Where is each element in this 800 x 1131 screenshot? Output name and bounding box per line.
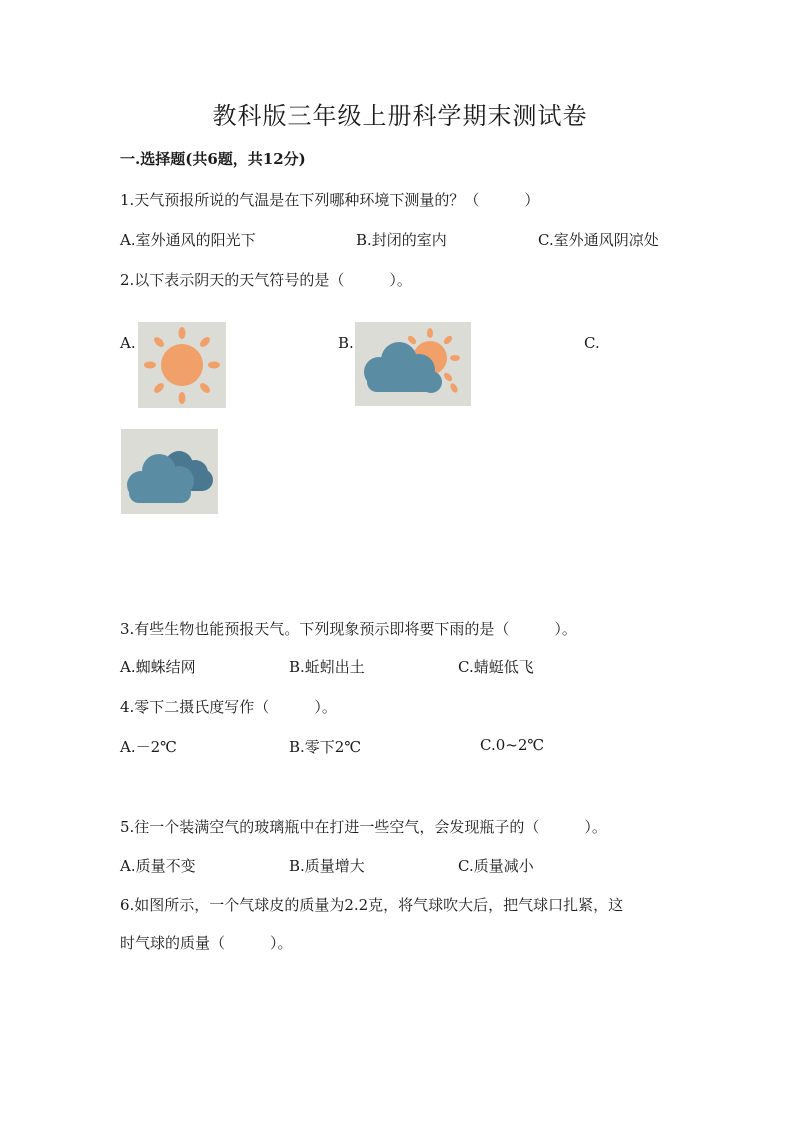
question-2-text: 2.以下表示阴天的天气符号的是（ ）。 [120,271,412,289]
cloud-over-sun-icon [355,322,471,406]
question-4-option-a[interactable]: A.－2℃ [120,738,177,756]
question-3-option-a[interactable]: A.蜘蛛结网 [120,658,196,676]
question-4-text: 4.零下二摄氏度写作（ ）。 [120,698,337,716]
question-5-text: 5.往一个装满空气的玻璃瓶中在打进一些空气，会发现瓶子的（ ）。 [120,818,607,836]
question-4-option-c[interactable]: C.0~2℃ [480,736,545,754]
question-5-option-c[interactable]: C.质量减小 [458,857,534,875]
section-heading: 一.选择题(共6题，共12分) [120,150,306,168]
question-1-option-c[interactable]: C.室外通风阴凉处 [538,231,659,249]
question-6-text-line-1: 6.如图所示，一个气球皮的质量为2.2克，将气球吹大后，把气球口扎紧，这 [120,896,624,914]
question-6-text-line-2: 时气球的质量（ ）。 [120,934,293,952]
sun-icon [138,322,226,408]
question-2-option-b[interactable]: B. [338,334,354,352]
question-1-text: 1.天气预报所说的气温是在下列哪种环境下测量的？（ ） [120,191,540,209]
question-3-option-c[interactable]: C.蜻蜓低飞 [458,658,534,676]
question-5-option-b[interactable]: B.质量增大 [289,857,365,875]
question-5-option-a[interactable]: A.质量不变 [120,857,196,875]
question-1-option-a[interactable]: A.室外通风的阳光下 [120,231,256,249]
question-3-option-b[interactable]: B.蚯蚓出土 [289,658,365,676]
question-4-option-b[interactable]: B.零下2℃ [289,738,362,756]
page-title: 教科版三年级上册科学期末测试卷 [212,102,588,130]
question-2-option-a[interactable]: A. [120,334,136,352]
question-3-text: 3.有些生物也能预报天气。下列现象预示即将要下雨的是（ ）。 [120,620,577,638]
question-2-option-c[interactable]: C. [584,334,600,352]
cloud-icon [121,429,218,514]
question-1-option-b[interactable]: B.封闭的室内 [356,231,447,249]
